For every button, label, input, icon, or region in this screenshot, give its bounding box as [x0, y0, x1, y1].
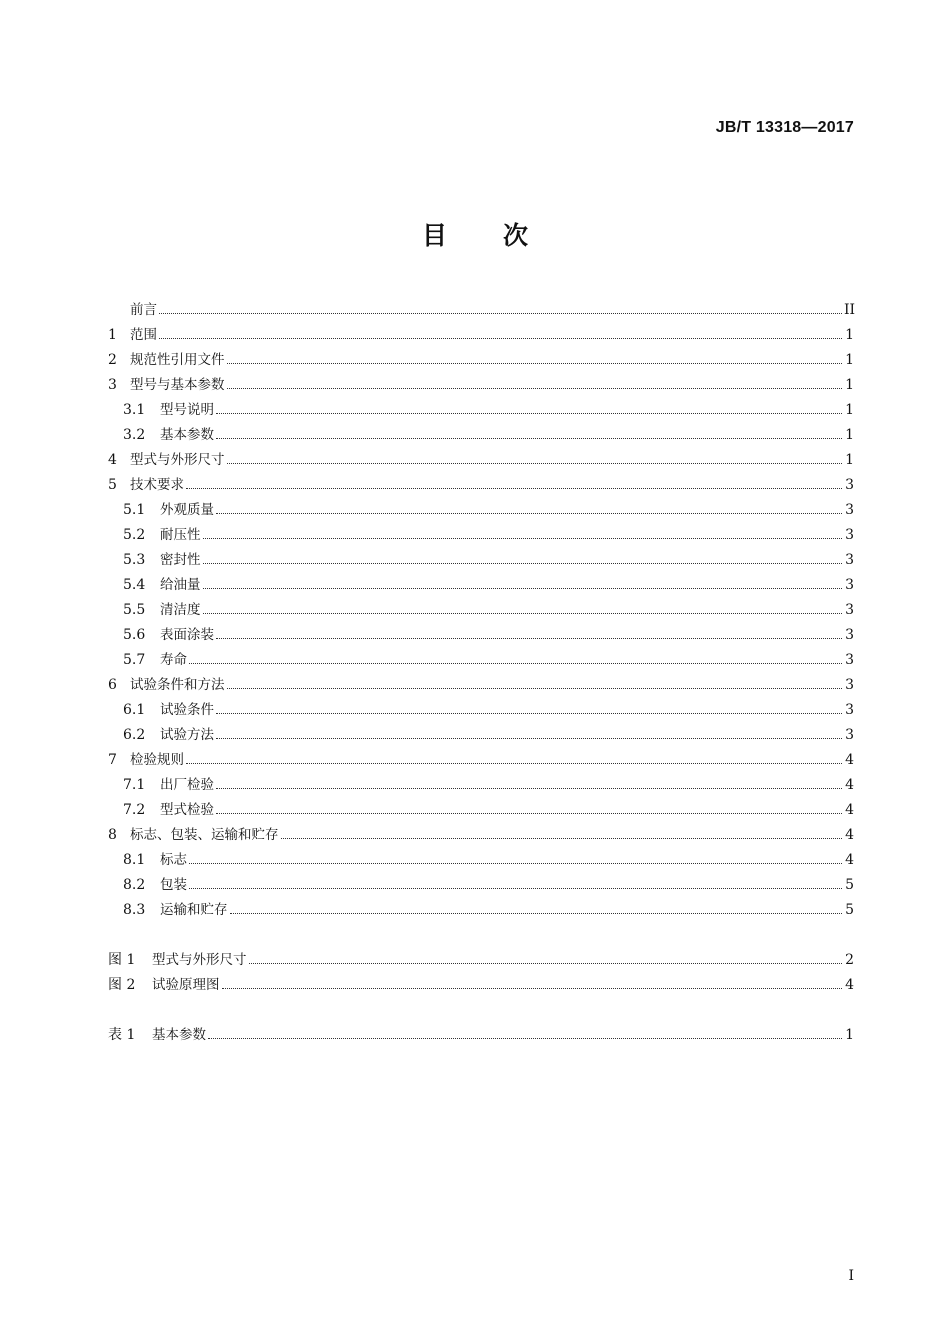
toc-entry-page: 2 — [845, 952, 854, 968]
toc-entry[interactable] — [108, 623, 854, 648]
toc-entry-page: 1 — [845, 427, 854, 443]
toc-leader-dots — [159, 312, 842, 314]
toc-figures — [108, 948, 854, 998]
toc-entry[interactable] — [108, 748, 854, 773]
toc-entry-page: 5 — [845, 902, 854, 918]
toc-entry-title: 型式与外形尺寸 — [152, 952, 247, 968]
toc-leader-dots — [189, 862, 842, 864]
toc-entry-title: 检验规则 — [130, 752, 184, 768]
toc-title — [0, 218, 950, 254]
toc-leader-dots — [203, 587, 843, 589]
toc-entry-title: 耐压性 — [160, 527, 201, 543]
toc-leader-dots — [249, 962, 843, 964]
toc-entry-title: 寿命 — [160, 652, 187, 668]
toc-entry[interactable] — [108, 323, 854, 348]
toc-entry-title: 型号与基本参数 — [130, 377, 225, 393]
toc-entry[interactable] — [108, 898, 854, 923]
toc-entry-number: 5.3 — [123, 552, 146, 568]
toc-leader-dots — [159, 337, 842, 339]
toc-entry[interactable] — [108, 873, 854, 898]
page-number: I — [848, 1268, 854, 1284]
toc-entry-title: 试验条件 — [160, 702, 214, 718]
toc-entry-number: 7 — [108, 752, 117, 768]
toc-entry[interactable] — [108, 523, 854, 548]
toc-leader-dots — [281, 837, 843, 839]
toc-entry-number: 3 — [108, 377, 117, 393]
toc-leader-dots — [227, 362, 843, 364]
toc-leader-dots — [216, 787, 842, 789]
toc-entry-title: 型号说明 — [160, 402, 214, 418]
toc-entry[interactable] — [108, 773, 854, 798]
toc-entry[interactable] — [108, 823, 854, 848]
toc-entry[interactable] — [108, 598, 854, 623]
toc-leader-dots — [227, 462, 843, 464]
toc-entry-page: 3 — [845, 652, 854, 668]
toc-leader-dots — [216, 712, 842, 714]
toc-entry[interactable] — [108, 498, 854, 523]
toc-entry-number: 7.2 — [123, 802, 146, 818]
toc-entry-number: 5 — [108, 477, 117, 493]
toc-entry-page: 4 — [845, 802, 854, 818]
toc-entry-title: 外观质量 — [160, 502, 214, 518]
toc-tables — [108, 1023, 854, 1048]
table-of-contents — [108, 298, 854, 1048]
toc-entry-page: 3 — [845, 502, 854, 518]
toc-entry-number: 6.1 — [123, 702, 146, 718]
toc-entry-number: 图 2 — [108, 977, 136, 993]
toc-entry-page: 1 — [845, 327, 854, 343]
toc-entry[interactable] — [108, 348, 854, 373]
toc-entry-number: 5.7 — [123, 652, 146, 668]
toc-entry[interactable] — [108, 298, 854, 323]
toc-entry[interactable] — [108, 973, 854, 998]
toc-entry-page: 3 — [845, 477, 854, 493]
toc-entry-page: 4 — [845, 977, 854, 993]
toc-entry[interactable] — [108, 448, 854, 473]
toc-leader-dots — [216, 637, 842, 639]
toc-entry[interactable] — [108, 473, 854, 498]
toc-entry-number: 7.1 — [123, 777, 146, 793]
toc-leader-dots — [222, 987, 843, 989]
toc-entry-title: 试验方法 — [160, 727, 214, 743]
toc-leader-dots — [186, 762, 842, 764]
toc-title-char-1: 目 — [421, 221, 447, 250]
toc-entry-title: 型式检验 — [160, 802, 214, 818]
toc-entry-number: 5.4 — [123, 577, 146, 593]
toc-entry[interactable] — [108, 723, 854, 748]
toc-entry-number: 1 — [108, 327, 117, 343]
toc-entry-title: 型式与外形尺寸 — [130, 452, 225, 468]
toc-entry-number: 4 — [108, 452, 117, 468]
toc-entry-number: 3.2 — [123, 427, 146, 443]
toc-leader-dots — [203, 562, 843, 564]
toc-leader-dots — [189, 887, 842, 889]
toc-entry-title: 清洁度 — [160, 602, 201, 618]
toc-entry-title: 密封性 — [160, 552, 201, 568]
toc-leader-dots — [216, 512, 842, 514]
toc-entry-page: 1 — [845, 452, 854, 468]
toc-entry-title: 运输和贮存 — [160, 902, 228, 918]
toc-entry-title: 包装 — [160, 877, 187, 893]
toc-leader-dots — [186, 487, 842, 489]
toc-entry-page: 3 — [845, 577, 854, 593]
toc-leader-dots — [203, 537, 843, 539]
toc-entry-title: 基本参数 — [160, 427, 214, 443]
toc-entry[interactable] — [108, 648, 854, 673]
toc-leader-dots — [216, 737, 842, 739]
toc-entry-title: 标志、包装、运输和贮存 — [130, 827, 279, 843]
toc-entry-number: 2 — [108, 352, 117, 368]
toc-entry-title: 试验原理图 — [152, 977, 220, 993]
toc-leader-dots — [216, 437, 842, 439]
toc-leader-dots — [203, 612, 843, 614]
toc-entry-number: 8.2 — [123, 877, 146, 893]
toc-entry-number: 图 1 — [108, 952, 136, 968]
toc-entry[interactable] — [108, 948, 854, 973]
toc-entry[interactable] — [108, 398, 854, 423]
toc-entry-page: 3 — [845, 527, 854, 543]
toc-leader-dots — [227, 687, 843, 689]
toc-entry-page: 4 — [845, 777, 854, 793]
toc-entry-page: 3 — [845, 677, 854, 693]
toc-entry-page: 4 — [845, 852, 854, 868]
toc-entry[interactable] — [108, 373, 854, 398]
toc-entry[interactable] — [108, 423, 854, 448]
toc-entry-page: 4 — [845, 752, 854, 768]
toc-entry[interactable] — [108, 573, 854, 598]
toc-entry[interactable] — [108, 1023, 854, 1048]
toc-entry-title: 规范性引用文件 — [130, 352, 225, 368]
toc-entry-number: 8.1 — [123, 852, 146, 868]
toc-entry-page: 1 — [845, 402, 854, 418]
toc-entry-page: 3 — [845, 627, 854, 643]
toc-sections — [108, 298, 854, 923]
toc-leader-dots — [216, 412, 842, 414]
toc-entry-number: 5.6 — [123, 627, 146, 643]
toc-leader-dots — [230, 912, 843, 914]
toc-entry-title: 试验条件和方法 — [130, 677, 225, 693]
toc-entry-page: II — [844, 302, 856, 318]
toc-title-char-2: 次 — [503, 221, 529, 250]
toc-entry-number: 5.2 — [123, 527, 146, 543]
toc-entry-title: 标志 — [160, 852, 187, 868]
toc-entry-page: 3 — [845, 552, 854, 568]
toc-entry-page: 1 — [845, 377, 854, 393]
toc-entry-number: 表 1 — [108, 1027, 136, 1043]
toc-entry-number: 6 — [108, 677, 117, 693]
toc-entry-page: 1 — [845, 352, 854, 368]
toc-entry-page: 1 — [845, 1027, 854, 1043]
toc-entry-page: 4 — [845, 827, 854, 843]
toc-entry-number: 5.1 — [123, 502, 146, 518]
toc-entry-number: 8 — [108, 827, 117, 843]
toc-entry-page: 3 — [845, 602, 854, 618]
toc-entry-title: 表面涂装 — [160, 627, 214, 643]
toc-entry-number: 8.3 — [123, 902, 146, 918]
toc-entry[interactable] — [108, 548, 854, 573]
toc-leader-dots — [189, 662, 842, 664]
toc-entry-page: 3 — [845, 702, 854, 718]
toc-entry-title: 基本参数 — [152, 1027, 206, 1043]
toc-entry[interactable] — [108, 798, 854, 823]
toc-entry[interactable] — [108, 848, 854, 873]
toc-entry-number: 5.5 — [123, 602, 146, 618]
toc-entry-title: 技术要求 — [130, 477, 184, 493]
toc-entry-page: 3 — [845, 727, 854, 743]
toc-leader-dots — [216, 812, 842, 814]
toc-leader-dots — [227, 387, 843, 389]
toc-entry-number: 6.2 — [123, 727, 146, 743]
toc-entry-title: 给油量 — [160, 577, 201, 593]
toc-entry[interactable] — [108, 673, 854, 698]
toc-entry-title: 前言 — [130, 302, 157, 318]
toc-leader-dots — [208, 1037, 842, 1039]
document-code: JB/T 13318—2017 — [715, 119, 854, 136]
toc-entry-title: 出厂检验 — [160, 777, 214, 793]
toc-entry-page: 5 — [845, 877, 854, 893]
toc-entry-number: 3.1 — [123, 402, 146, 418]
toc-entry-title: 范围 — [130, 327, 157, 343]
toc-entry[interactable] — [108, 698, 854, 723]
